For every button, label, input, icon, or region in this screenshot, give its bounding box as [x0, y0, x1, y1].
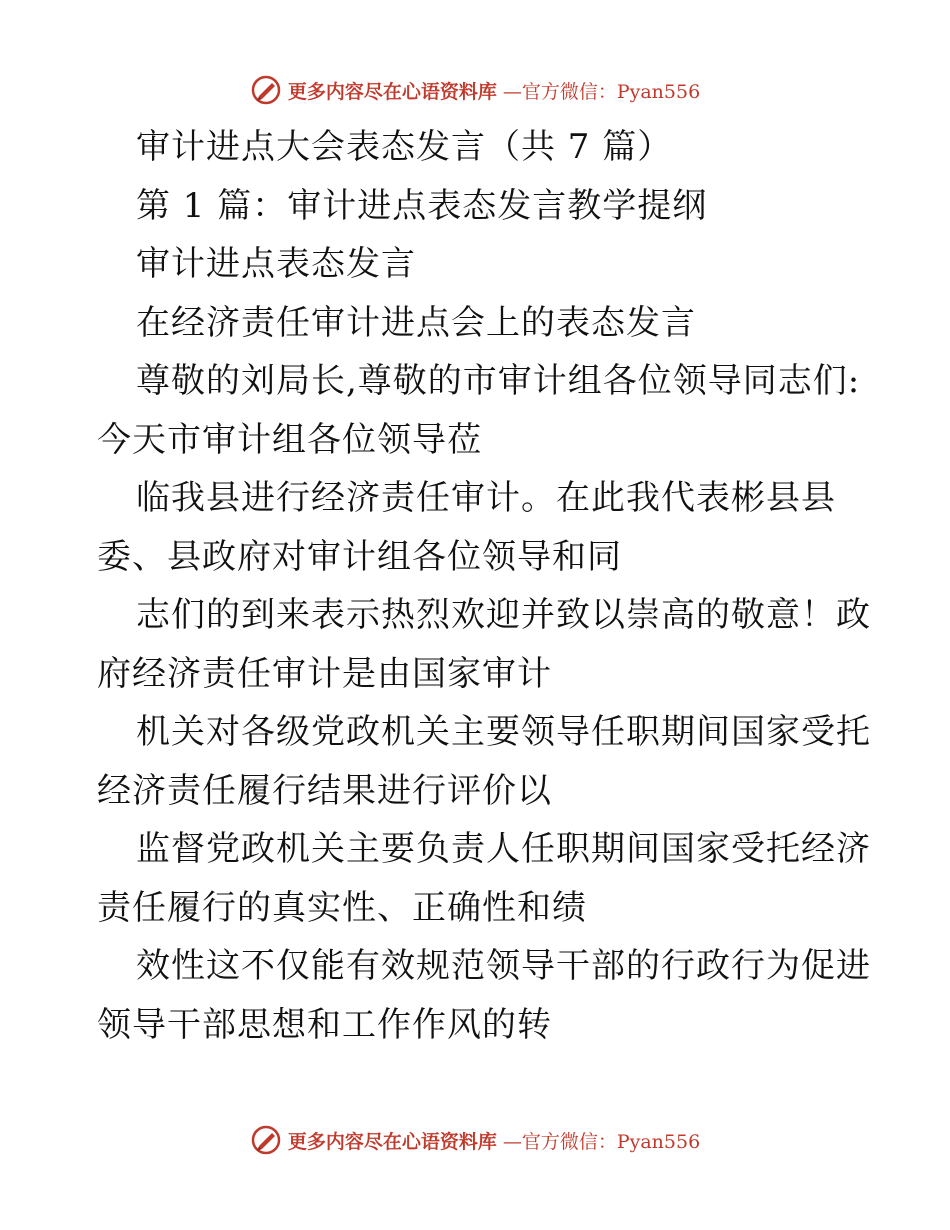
banner-wechat: —官方微信：Pyan556: [502, 80, 701, 103]
header-banner: [0, 72, 950, 108]
text-line: 领导干部思想和工作作风的转: [97, 1004, 552, 1045]
text-line: 府经济责任审计是由国家审计: [97, 653, 552, 694]
text-line: 志们的到来表示热烈欢迎并致以崇高的敬意！政: [136, 595, 871, 635]
document-body: [0, 118, 950, 1054]
pen-logo-icon: [250, 74, 282, 106]
text-line: 审计进点大会表态发言（共 7 篇）: [136, 127, 673, 167]
text-line: 尊敬的刘局长,尊敬的市审计组各位领导同志们:: [136, 361, 861, 401]
text-line: 责任履行的真实性、正确性和绩: [97, 887, 587, 928]
banner-title: 更多内容尽在心语资料库: [287, 1130, 497, 1153]
text-line: 委、县政府对审计组各位领导和同: [97, 536, 622, 577]
banner-title: 更多内容尽在心语资料库: [287, 80, 497, 103]
text-line: 第 1 篇：审计进点表态发言教学提纲: [136, 185, 708, 226]
text-line: 效性这不仅能有效规范领导干部的行政行为促进: [136, 946, 871, 986]
text-line: 审计进点表态发言: [136, 244, 416, 284]
text-line: 监督党政机关主要负责人任职期间国家受托经济: [136, 829, 871, 869]
text-line: 临我县进行经济责任审计。在此我代表彬县县: [136, 478, 836, 518]
banner-wechat: —官方微信：Pyan556: [502, 1130, 701, 1153]
text-line: 在经济责任审计进点会上的表态发言: [136, 302, 696, 343]
pen-logo-icon: [250, 1124, 282, 1156]
text-line: 今天市审计组各位领导莅: [97, 419, 482, 460]
text-line: 机关对各级党政机关主要领导任职期间国家受托: [136, 712, 871, 752]
footer-banner: [0, 1122, 950, 1158]
text-line: 经济责任履行结果进行评价以: [97, 770, 552, 811]
